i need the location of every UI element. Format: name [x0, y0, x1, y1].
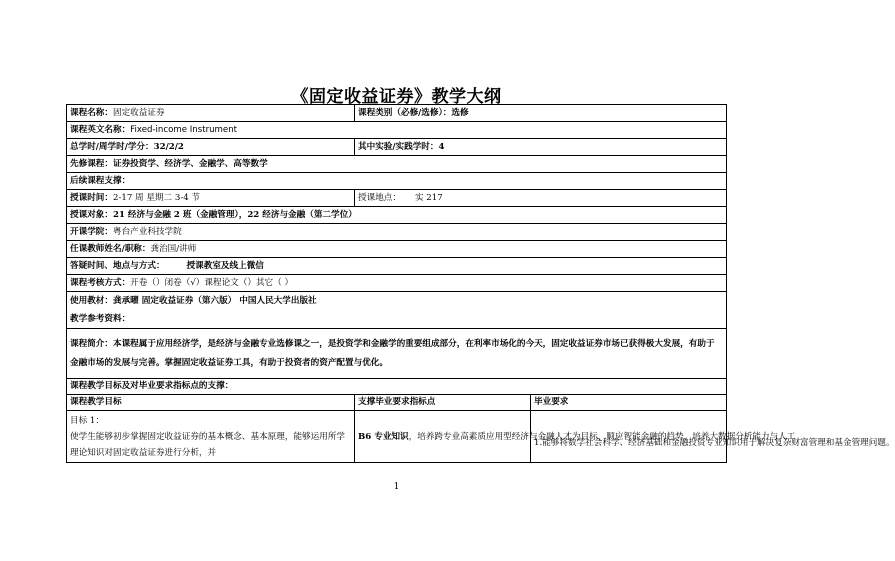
course-name-cell — [67, 105, 355, 122]
page-title: 《固定收益证券》教学大纲 — [291, 87, 502, 107]
target-value: 21 经济与金融 2 班（金融管理），22 经济与金融（第二学位） — [112, 209, 357, 220]
lab-value: 4 — [438, 141, 445, 152]
target-label: 授课对象： — [70, 209, 113, 220]
time-value: 2-17 周 星期二 3-4 节 — [112, 192, 201, 203]
goal1-text: 使学生能够初步掌握固定收益证券的基本概念、基本原理，能够运用所学理论知识对固定收益证券进行分析，并 — [70, 431, 346, 458]
time-cell — [67, 190, 355, 207]
goals-heading: 课程教学目标及对毕业要求指标点的支撑： — [70, 381, 234, 391]
intro-text: 本课程属于应用经济学，是经济与金融专业选修课之一，是投资学和金融学的重要组成部分，在利率市场化的今天，固定收益证券市场已获得极大发展，有助于金融市场的发展与完善。掌握固定收益证券工具，有助于投资者的资产配置与优化。 — [70, 338, 715, 368]
time-label: 授课时间： — [70, 192, 113, 203]
college-label: 开课学院： — [70, 226, 113, 237]
hours-label: 总学时/周学时/学分： — [70, 141, 154, 152]
english-name-cell — [67, 122, 727, 139]
college-value: 粤台产业科技学院 — [112, 226, 182, 237]
col-header-requirements: 毕业要求 — [531, 395, 727, 411]
prereq-value: 证券投资学、经济学、金融学、高等数学 — [112, 158, 268, 169]
prereq-cell — [67, 156, 727, 173]
qa-value: 授课教室及线上微信 — [186, 260, 264, 271]
req1-text: 1.能够将数学社会科学、经济基础和金融投资专业知识用于解决复杂财富管理和基金管理问题。 — [534, 437, 895, 448]
intro-cell — [67, 329, 727, 379]
exam-label: 课程考核方式： — [70, 277, 131, 288]
req1-cell — [531, 411, 895, 463]
b6-text: ，培养跨专业高素质应用型经济与金融人才为目标，顺应智能金融的趋势，培养大数据分析能力与人工 — [408, 431, 796, 442]
textbook-label: 使用教材： — [70, 296, 113, 306]
col-header-indicators: 支撑毕业要求指标点 — [355, 395, 531, 411]
prereq-label: 先修课程： — [70, 158, 113, 169]
exam-value: 开卷（）闭卷（√）课程论文（）其它（ ） — [130, 277, 294, 288]
textbook-value: 龚承曜 固定收益证券（第六版） 中国人民大学出版社 — [112, 296, 317, 306]
goal1-title: 目标 1： — [70, 415, 104, 426]
college-cell — [67, 224, 727, 241]
lab-label: 其中实验/实践学时： — [358, 141, 439, 152]
teacher-cell — [67, 241, 727, 258]
target-cell — [67, 207, 727, 224]
course-type-value: 选修 — [451, 107, 469, 118]
place-cell — [355, 190, 727, 207]
b6-label: B6 专业知识 — [358, 431, 409, 442]
refs-label: 教学参考资料： — [70, 314, 131, 324]
textbook-refs-cell — [67, 292, 727, 329]
english-name-label: 课程英文名称： — [70, 124, 131, 135]
goals-heading-cell — [67, 379, 727, 395]
course-type-cell — [355, 105, 727, 122]
teacher-label: 任课教师姓名/职称： — [70, 243, 151, 254]
course-name-value: 固定收益证券 — [112, 107, 165, 118]
intro-label: 课程简介： — [70, 338, 113, 349]
english-name-value: Fixed-income Instrument — [130, 124, 238, 135]
teacher-value: 龚治国/讲师 — [150, 243, 197, 254]
page-number: 1 — [393, 482, 400, 492]
goal1-cell — [67, 411, 355, 463]
hours-value: 32/2/2 — [153, 141, 184, 152]
hours-cell — [67, 139, 355, 156]
place-value: 实 217 — [414, 192, 443, 203]
syllabus-table — [66, 104, 895, 463]
followup-cell — [67, 173, 727, 190]
place-label: 授课地点： — [358, 192, 401, 203]
qa-label: 答疑时间、地点与方式： — [70, 260, 165, 271]
lab-cell — [355, 139, 727, 156]
followup-label: 后续课程支撑： — [70, 175, 131, 186]
exam-cell — [67, 275, 727, 292]
qa-cell — [67, 258, 727, 275]
col-header-goals: 课程教学目标 — [67, 395, 355, 411]
course-type-label: 课程类别（必修/选修）： — [358, 107, 452, 118]
course-name-label: 课程名称： — [70, 107, 113, 118]
